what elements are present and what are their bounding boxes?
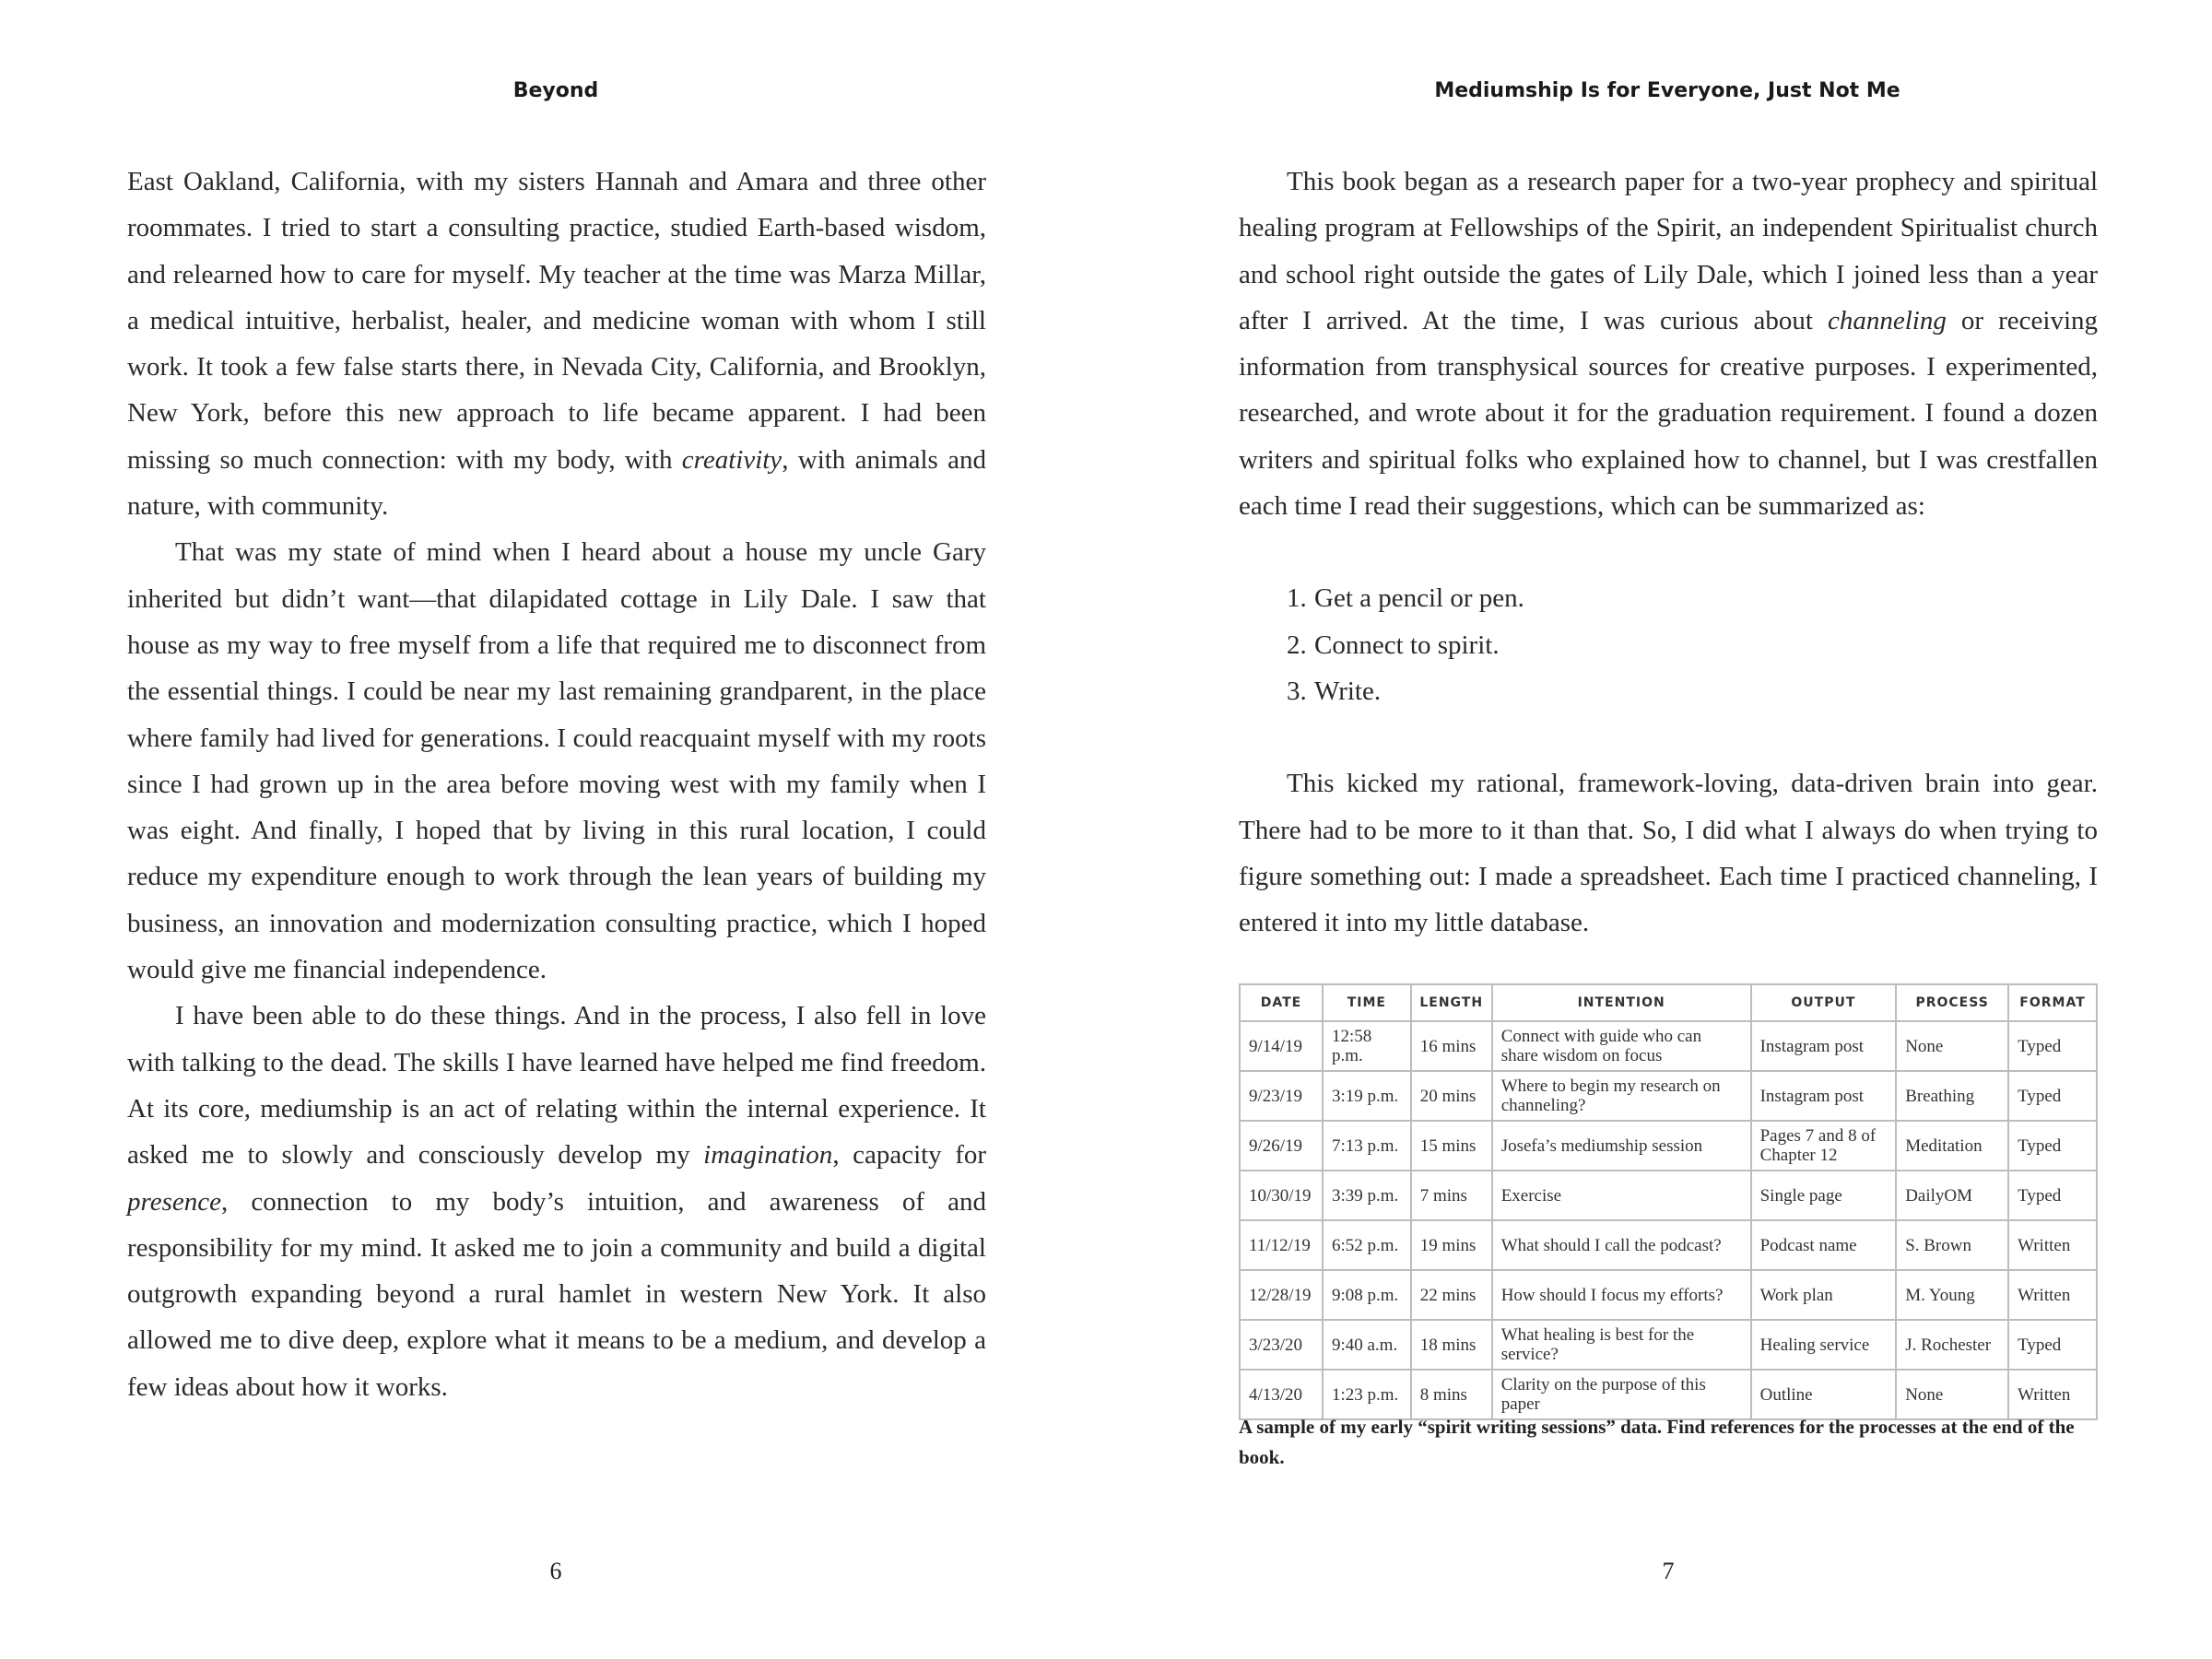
table-cell: 4/13/20 xyxy=(1240,1370,1323,1419)
table-cell: Typed xyxy=(2008,1021,2097,1071)
table-cell: 9/23/19 xyxy=(1240,1071,1323,1121)
body-text xyxy=(127,159,986,1410)
table-caption: A sample of my early “spirit writing sessions” data. Find references for the processes at the end of the book. xyxy=(1239,1416,2075,1468)
table-cell: 9/14/19 xyxy=(1240,1021,1323,1071)
sessions-table xyxy=(1239,983,2098,1420)
text-run: or receiving information from transphysical sources for creative purposes. I experimented, researched, and wrote about it for the graduation requirement. I found a dozen writers and spiritual folks who explained how to channel, but I was crestfallen each time I read their suggestions, which can be summarized as: xyxy=(1239,305,2098,522)
table-row xyxy=(1240,1171,2097,1220)
table-cell: 9/26/19 xyxy=(1240,1121,1323,1171)
table-cell: Work plan xyxy=(1751,1270,1897,1320)
table-row xyxy=(1240,1320,2097,1370)
column-header: TIME xyxy=(1323,984,1411,1021)
table-cell: 7 mins xyxy=(1411,1171,1492,1220)
table-cell: Written xyxy=(2008,1370,2097,1419)
table-cell: Clarity on the purpose of this paper xyxy=(1492,1370,1751,1419)
running-head: Beyond xyxy=(512,79,599,102)
emphasis-text: imagination xyxy=(703,1140,833,1171)
table-cell: 1:23 p.m. xyxy=(1323,1370,1411,1419)
table-cell: Instagram post xyxy=(1751,1021,1897,1071)
table-cell: None xyxy=(1896,1021,2008,1071)
table-cell: 11/12/19 xyxy=(1240,1220,1323,1270)
body-text xyxy=(1239,159,2098,946)
table-cell: Meditation xyxy=(1896,1121,2008,1171)
table-cell: Written xyxy=(2008,1220,2097,1270)
table-cell: 8 mins xyxy=(1411,1370,1492,1419)
list-text: Write. xyxy=(1314,676,1382,706)
text-run: That was my state of mind when I heard about a house my uncle Gary inherited but didn’t want—that dilapidated cottage in Lily Dale. I saw that house as my way to free myself from a life that required me to disconnect from the essential things. I could be near my last remaining grandparent, in the place where family had lived for generations. I could reacquaint myself with my roots since I had grown up in the area before moving west with my family when I was eight. And finally, I hoped that by living in this rural location, I could reduce my expenditure enough to work through the lean years of building my business, an innovation and modernization consulting practice, which I hoped would give me financial independence. xyxy=(127,537,986,985)
page-number: 7 xyxy=(1662,1558,1675,1584)
list-item xyxy=(1287,575,2098,621)
list-item xyxy=(1287,622,2098,668)
table-cell: Pages 7 and 8 of Chapter 12 xyxy=(1751,1121,1897,1171)
table-cell: Podcast name xyxy=(1751,1220,1897,1270)
table-cell: How should I focus my efforts? xyxy=(1492,1270,1751,1320)
steps-list xyxy=(1239,575,2098,714)
paragraph xyxy=(127,159,986,529)
followup-paragraph: This kicked my rational, framework-loving, data-driven brain into gear. There had to be more to it than that. So, I did what I always do when trying to figure something out: I made a spreadsheet. Each time I practiced channeling, I entered it into my little database. xyxy=(1239,769,2098,938)
column-header: PROCESS xyxy=(1896,984,2008,1021)
running-head: Mediumship Is for Everyone, Just Not Me xyxy=(1434,79,1900,102)
column-header: LENGTH xyxy=(1411,984,1492,1021)
table-cell: 19 mins xyxy=(1411,1220,1492,1270)
table-cell: Typed xyxy=(2008,1121,2097,1171)
table-cell: 7:13 p.m. xyxy=(1323,1121,1411,1171)
column-header: INTENTION xyxy=(1492,984,1751,1021)
table-cell: 3/23/20 xyxy=(1240,1320,1323,1370)
table-cell: DailyOM xyxy=(1896,1171,2008,1220)
table-body xyxy=(1240,1021,2097,1419)
table-cell: 3:39 p.m. xyxy=(1323,1171,1411,1220)
list-text: Get a pencil or pen. xyxy=(1314,583,1524,614)
column-header: DATE xyxy=(1240,984,1323,1021)
text-run: East Oakland, California, with my sisters Hannah and Amara and three other roommates. I tried to start a consulting practice, studied Earth-based wisdom, and relearned how to care for myself. My teacher at the time was Marza Millar, a medical intuitive, herbalist, healer, and medicine woman with whom I still work. It took a few false starts there, in Nevada City, California, and Brooklyn, New York, before this new approach to life became apparent. I had been missing so much connection: with my body, with xyxy=(127,167,986,475)
emphasis-text: presence xyxy=(127,1186,221,1217)
table-row xyxy=(1240,1270,2097,1320)
page-number: 6 xyxy=(549,1558,562,1584)
table-cell: Typed xyxy=(2008,1071,2097,1121)
table-row xyxy=(1240,1071,2097,1121)
table-cell: 6:52 p.m. xyxy=(1323,1220,1411,1270)
column-header: OUTPUT xyxy=(1751,984,1897,1021)
intro-paragraph xyxy=(1239,159,2098,529)
list-number: 2. xyxy=(1287,629,1307,660)
table-cell: Typed xyxy=(2008,1171,2097,1220)
table-cell: 20 mins xyxy=(1411,1071,1492,1121)
table-row xyxy=(1240,1021,2097,1071)
text-run: I have been able to do these things. And in the process, I also fell in love with talking to the dead. The skills I have learned have helped me find freedom. At its core, mediumship is an act of relating within the internal experience. It asked me to slowly and consciously develop my xyxy=(127,1001,986,1171)
table-cell: 18 mins xyxy=(1411,1320,1492,1370)
table-cell: 15 mins xyxy=(1411,1121,1492,1171)
list-number: 1. xyxy=(1287,583,1307,614)
table-cell: What healing is best for the service? xyxy=(1492,1320,1751,1370)
table-cell: 22 mins xyxy=(1411,1270,1492,1320)
table-cell: Instagram post xyxy=(1751,1071,1897,1121)
paragraph xyxy=(127,529,986,993)
table-row xyxy=(1240,1121,2097,1171)
table-cell: M. Young xyxy=(1896,1270,2008,1320)
list-text: Connect to spirit. xyxy=(1314,629,1500,660)
table-cell: Single page xyxy=(1751,1171,1897,1220)
paragraph xyxy=(127,993,986,1410)
table-cell: J. Rochester xyxy=(1896,1320,2008,1370)
table-cell: Outline xyxy=(1751,1370,1897,1419)
table-cell: 9:08 p.m. xyxy=(1323,1270,1411,1320)
text-run: This book began as a research paper for a two-year prophecy and spiritual healing program at Fellowships of the Spirit, an independent Spiritualist church and school right outside the gates of Lily Dale, which I joined less than a year after I arrived. At the time, I was curious about xyxy=(1239,167,2098,335)
emphasis-text: channeling xyxy=(1827,305,1947,335)
table-cell: Connect with guide who can share wisdom on focus xyxy=(1492,1021,1751,1071)
table-cell: What should I call the podcast? xyxy=(1492,1220,1751,1270)
column-header: FORMAT xyxy=(2008,984,2097,1021)
table-cell: Written xyxy=(2008,1270,2097,1320)
table-cell: Where to begin my research on channeling? xyxy=(1492,1071,1751,1121)
list-number: 3. xyxy=(1287,676,1307,706)
table-cell: 12:58 p.m. xyxy=(1323,1021,1411,1071)
table-cell: Josefa’s mediumship session xyxy=(1492,1121,1751,1171)
table-cell: S. Brown xyxy=(1896,1220,2008,1270)
table-cell: 16 mins xyxy=(1411,1021,1492,1071)
text-run: , connection to my body’s intuition, and awareness of and responsibility for my mind. It asked me to join a community and build a digital outgrowth expanding beyond a rural hamlet in western New York. It also allowed me to dive deep, explore what it means to be a medium, and develop a few ideas about how it works. xyxy=(127,1186,986,1402)
right-page xyxy=(1106,0,2212,1659)
text-run: , with animals and nature, with community. xyxy=(127,444,986,522)
table-cell: 9:40 a.m. xyxy=(1323,1320,1411,1370)
table-cell: Exercise xyxy=(1492,1171,1751,1220)
table-cell: 12/28/19 xyxy=(1240,1270,1323,1320)
table-cell: 10/30/19 xyxy=(1240,1171,1323,1220)
table-cell: Healing service xyxy=(1751,1320,1897,1370)
table-cell: Breathing xyxy=(1896,1071,2008,1121)
table-cell: None xyxy=(1896,1370,2008,1419)
table-cell: Typed xyxy=(2008,1320,2097,1370)
text-run: , capacity for xyxy=(832,1140,987,1171)
emphasis-text: creativity xyxy=(681,444,782,475)
list-item xyxy=(1287,668,2098,714)
table-header-row xyxy=(1240,984,2097,1021)
table-row xyxy=(1240,1220,2097,1270)
table-cell: 3:19 p.m. xyxy=(1323,1071,1411,1121)
